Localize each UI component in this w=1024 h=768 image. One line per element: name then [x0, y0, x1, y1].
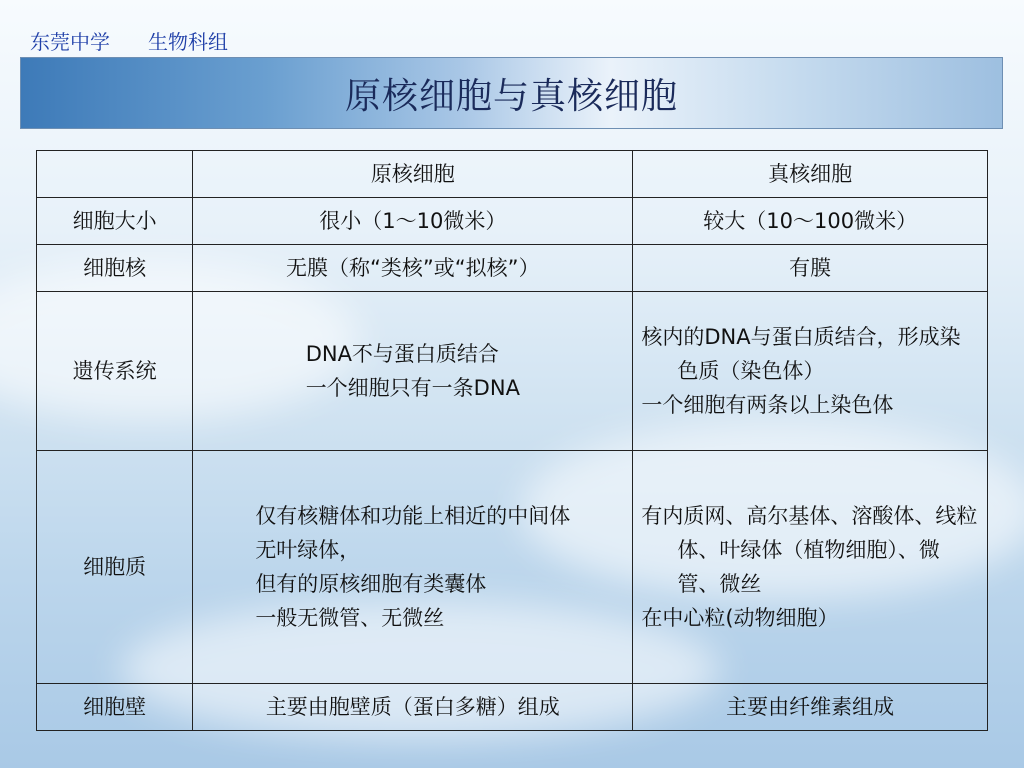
header-cell-prokaryote: 原核细胞 — [193, 151, 633, 198]
eukaryote-cell: 有膜 — [633, 245, 988, 292]
table-row — [37, 245, 988, 292]
cell-text-block — [306, 337, 520, 405]
eukaryote-cell — [633, 292, 988, 451]
cell-line: 有内质网、高尔基体、溶酸体、线粒体、叶绿体（植物细胞）、微管、微丝 — [641, 504, 978, 596]
cell-line: 但有的原核细胞有类囊体 — [255, 572, 487, 596]
header-cell-empty — [37, 151, 193, 198]
cell-line: 一般无微管、无微丝 — [255, 606, 445, 630]
table-row — [37, 292, 988, 451]
comparison-table — [36, 150, 988, 731]
table-header-row — [37, 151, 988, 198]
row-label: 细胞质 — [37, 451, 193, 684]
eukaryote-cell: 主要由纤维素组成 — [633, 684, 988, 731]
cell-line: 核内的DNA与蛋白质结合，形成染色质（染色体） — [641, 325, 961, 383]
header-cell-eukaryote: 真核细胞 — [633, 151, 988, 198]
slide-title: 原核细胞与真核细胞 — [344, 75, 678, 117]
eukaryote-cell: 较大（10～100微米） — [633, 198, 988, 245]
prokaryote-cell: 无膜（称“类核”或“拟核”） — [193, 245, 633, 292]
prokaryote-cell — [193, 292, 633, 451]
slide-header — [30, 26, 266, 55]
cell-line: 无叶绿体， — [255, 538, 361, 562]
table-row — [37, 684, 988, 731]
school-name: 东莞中学 — [30, 30, 110, 54]
row-label: 细胞壁 — [37, 684, 193, 731]
row-label: 细胞核 — [37, 245, 193, 292]
cell-line: DNA不与蛋白质结合 — [305, 342, 499, 366]
prokaryote-cell: 主要由胞壁质（蛋白多糖）组成 — [193, 684, 633, 731]
prokaryote-cell — [193, 451, 633, 684]
group-name: 生物科组 — [148, 30, 228, 54]
table-row — [37, 451, 988, 684]
row-label: 细胞大小 — [37, 198, 193, 245]
cell-line: 一个细胞有两条以上染色体 — [641, 393, 894, 417]
cell-line: 一个细胞只有一条DNA — [305, 376, 520, 400]
cell-text-block — [255, 499, 570, 635]
eukaryote-cell — [633, 451, 988, 684]
title-banner — [20, 57, 1003, 129]
table-row — [37, 198, 988, 245]
cell-line: 仅有核糖体和功能上相近的中间体 — [255, 504, 571, 528]
row-label: 遗传系统 — [37, 292, 193, 451]
cell-line: 在中心粒(动物细胞） — [641, 606, 839, 630]
prokaryote-cell: 很小（1～10微米） — [193, 198, 633, 245]
